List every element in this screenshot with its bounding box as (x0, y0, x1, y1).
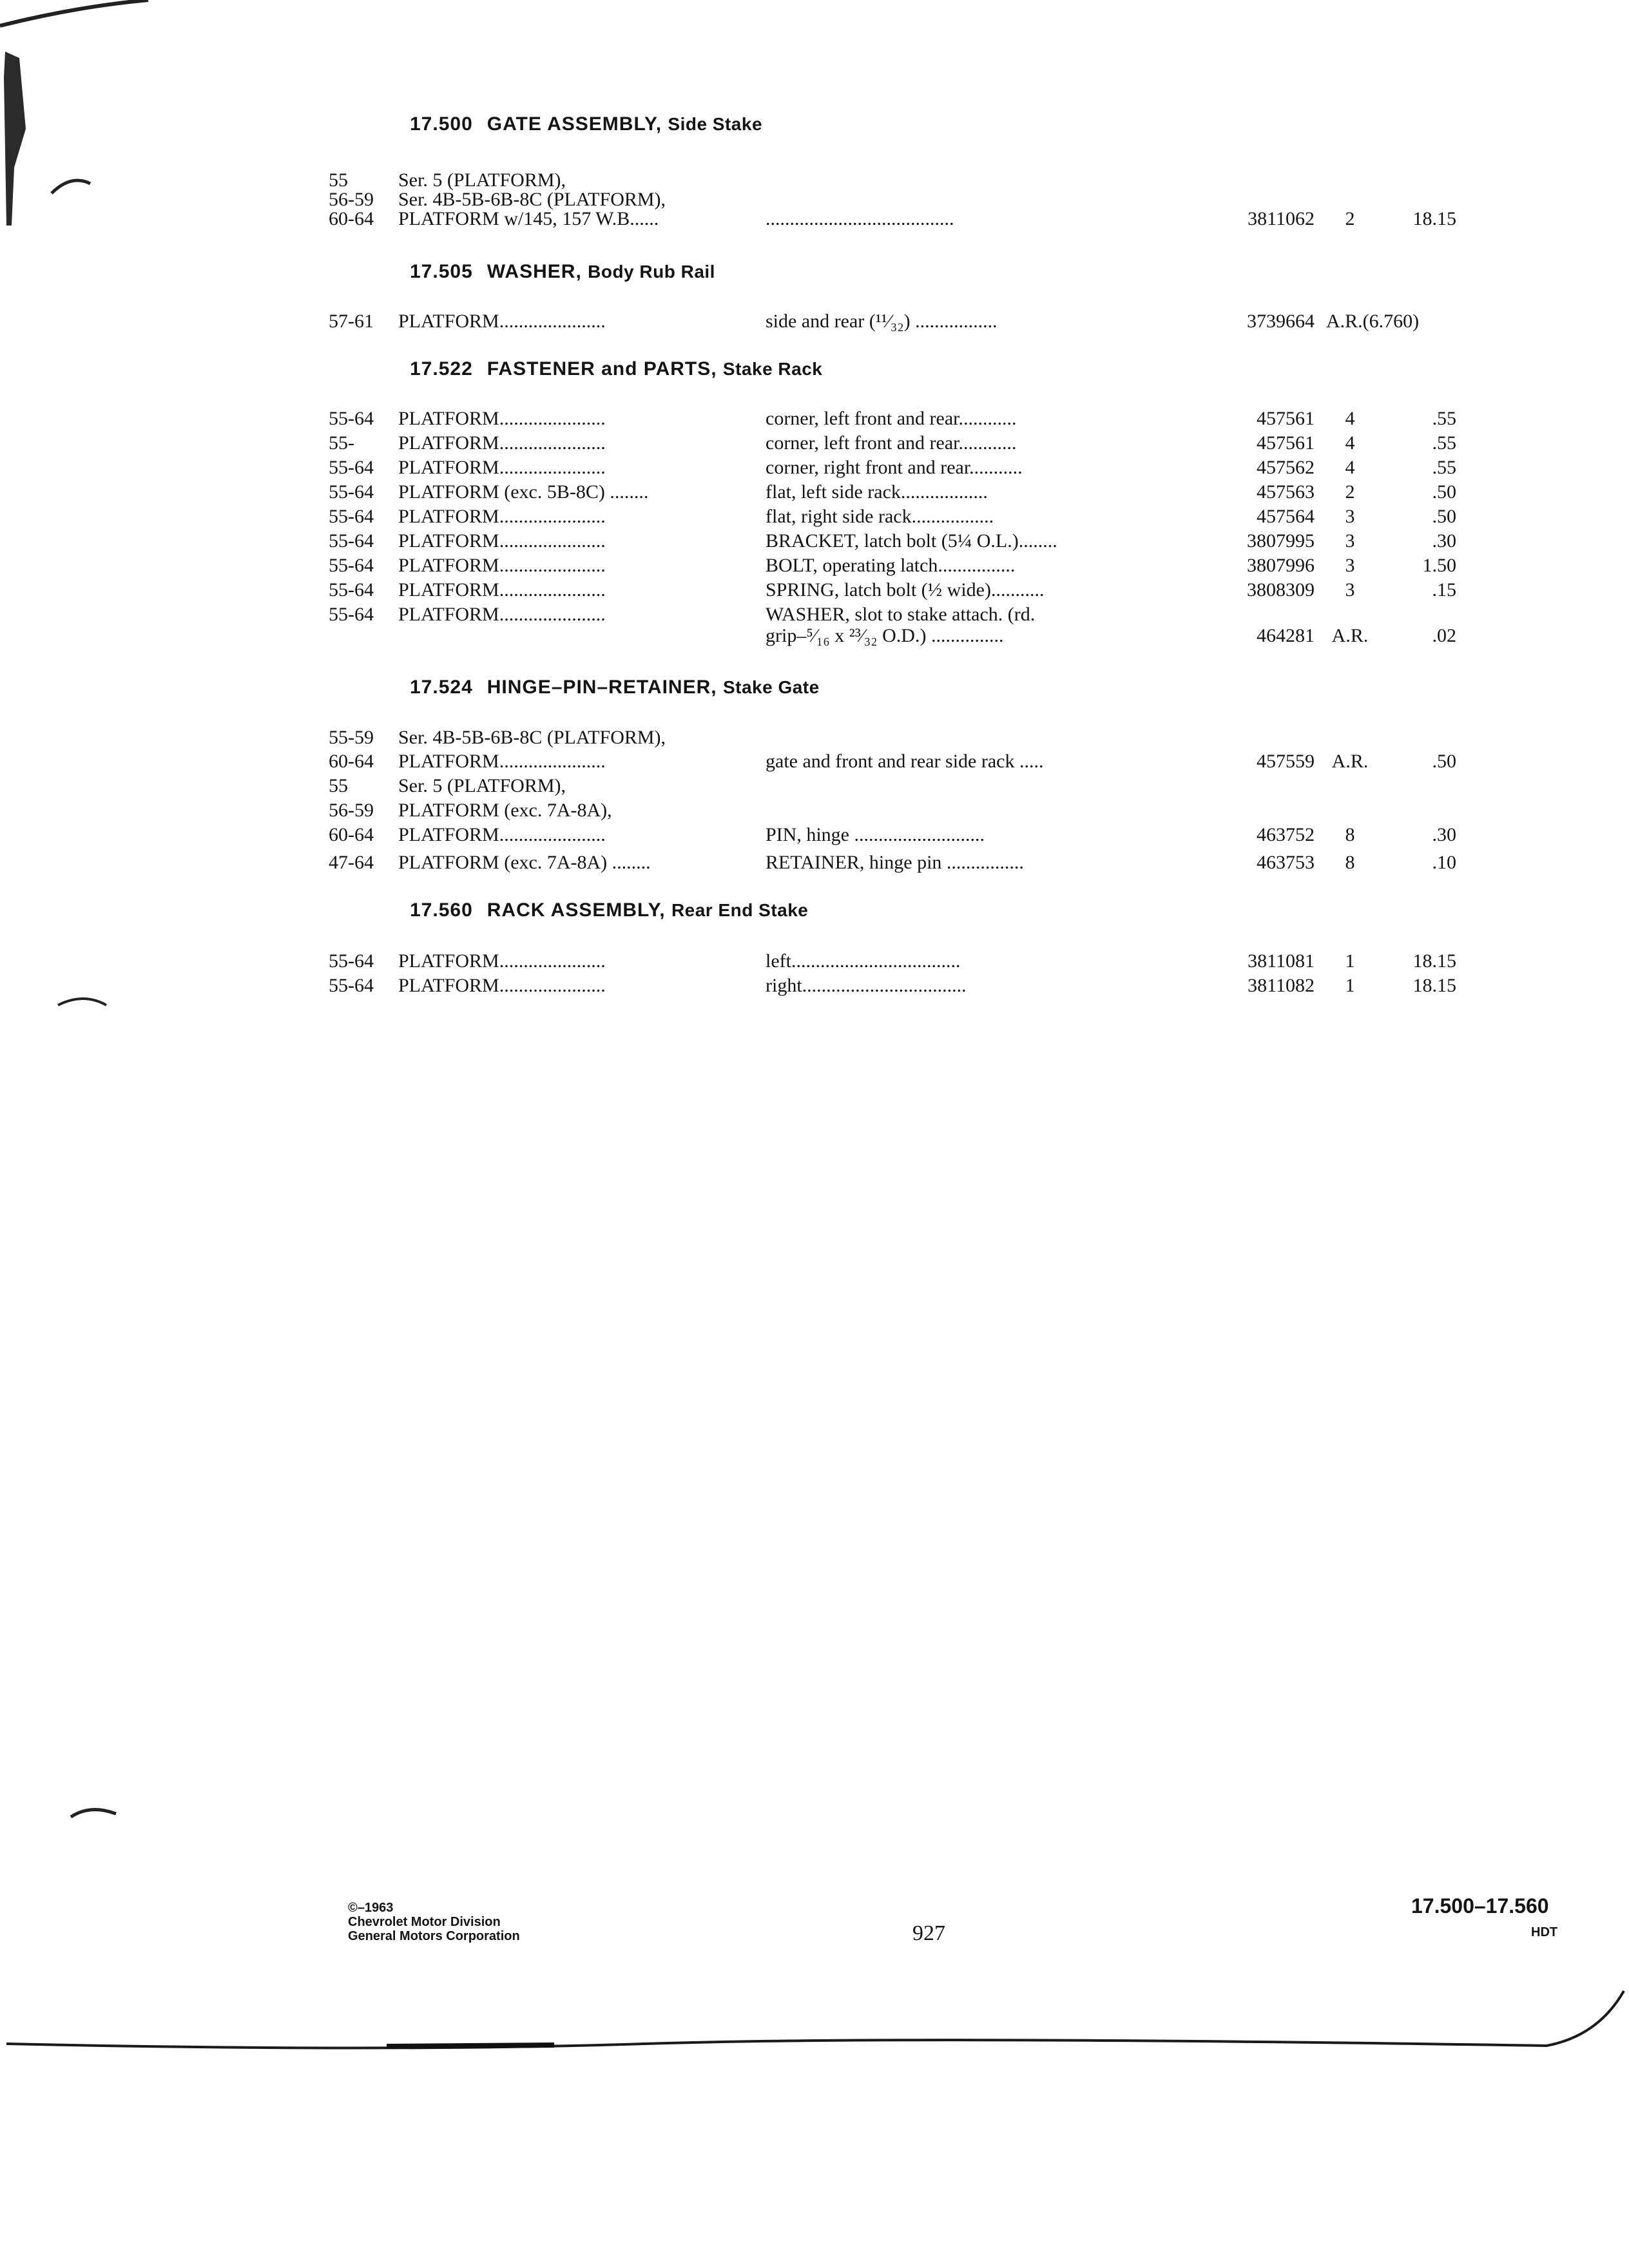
parts-row (0, 208, 1629, 233)
description-cell: left................................... (766, 950, 961, 972)
part-number-cell: 463753 (1257, 852, 1315, 873)
section-title: HINGE–PIN–RETAINER, (487, 677, 717, 698)
parts-row (0, 852, 1629, 876)
price-cell: .15 (1432, 579, 1456, 601)
parts-row (0, 457, 1629, 481)
section-qualifier: Stake Rack (722, 359, 823, 379)
year-cell: 55-64 (329, 579, 374, 601)
parts-row (0, 751, 1629, 775)
quantity-cell: 1 (1345, 950, 1355, 972)
model-cell: PLATFORM...................... (398, 975, 606, 996)
parts-row (0, 950, 1629, 975)
part-number-cell: 3811062 (1248, 208, 1315, 229)
model-cell: PLATFORM (exc. 5B-8C) ........ (398, 481, 649, 503)
part-number-cell: 457559 (1257, 751, 1315, 772)
price-cell: .10 (1432, 852, 1456, 873)
year-cell: 55 (329, 775, 348, 796)
description-cell: flat, left side rack.................. (766, 481, 988, 503)
part-number-cell: 457562 (1257, 457, 1315, 478)
quantity-cell: 2 (1345, 481, 1355, 503)
section-heading (410, 677, 820, 698)
model-cell: PLATFORM...................... (398, 311, 606, 332)
model-cell: Ser. 5 (PLATFORM), (398, 775, 566, 796)
division-name: Chevrolet Motor Division (348, 1915, 501, 1929)
price-cell: .55 (1432, 408, 1456, 429)
model-cell: PLATFORM...................... (398, 530, 606, 552)
model-cell: PLATFORM...................... (398, 579, 606, 601)
model-cell: Ser. 4B-5B-6B-8C (PLATFORM), (398, 189, 666, 210)
quantity-cell: 4 (1345, 457, 1355, 478)
description-cell: BOLT, operating latch................ (766, 555, 1016, 576)
description-cell: RETAINER, hinge pin ................ (766, 852, 1024, 873)
year-cell: 57-61 (329, 311, 374, 332)
quantity-cell: 3 (1345, 530, 1355, 552)
section-heading (410, 358, 822, 380)
section-title: WASHER, (487, 261, 582, 282)
description-cell: flat, right side rack................. (766, 506, 994, 527)
description-cell: right.................................. (766, 975, 967, 996)
catalog-code: HDT (1531, 1925, 1558, 1939)
section-heading (410, 899, 808, 921)
quantity-cell: 4 (1345, 408, 1355, 429)
parts-row (0, 800, 1629, 824)
year-cell: 56-59 (329, 189, 374, 210)
year-cell: 60-64 (329, 751, 374, 772)
part-number-cell: 457564 (1257, 506, 1315, 527)
section-qualifier: Side Stake (668, 114, 763, 134)
parts-row (0, 432, 1629, 457)
quantity-cell: 3 (1345, 555, 1355, 576)
parts-row (0, 481, 1629, 506)
section-number: 17.560 (410, 899, 473, 921)
year-cell: 55-64 (329, 950, 374, 972)
parts-row (0, 824, 1629, 849)
price-cell: .50 (1432, 481, 1456, 503)
description-cell: SPRING, latch bolt (½ wide)........... (766, 579, 1045, 601)
price-cell: 18.15 (1412, 208, 1456, 229)
year-cell: 55-64 (329, 408, 374, 429)
description-cell: corner, left front and rear............ (766, 408, 1017, 429)
model-cell: PLATFORM...................... (398, 604, 606, 625)
part-number-cell: 464281 (1257, 625, 1315, 646)
parts-row (0, 975, 1629, 999)
parts-row (0, 530, 1629, 555)
price-cell: .30 (1432, 530, 1456, 552)
model-cell: PLATFORM...................... (398, 824, 606, 845)
year-cell: 55-59 (329, 727, 374, 748)
part-number-cell: 457561 (1257, 432, 1315, 454)
part-number-cell: 3739664 (1247, 311, 1315, 332)
section-heading (410, 113, 762, 135)
description-cell: side and rear (¹¹⁄₃₂) ................. (766, 311, 998, 332)
price-cell: .50 (1432, 506, 1456, 527)
model-cell: PLATFORM (exc. 7A-8A), (398, 800, 612, 821)
description-cell: gate and front and rear side rack ..... (766, 751, 1044, 772)
quantity-cell: A.R. (1331, 751, 1369, 772)
section-title: RACK ASSEMBLY, (487, 899, 666, 921)
quantity-cell: 4 (1345, 432, 1355, 454)
description-cell: BRACKET, latch bolt (5¼ O.L.)........ (766, 530, 1057, 552)
price-cell: 18.15 (1412, 950, 1456, 972)
section-number: 17.500 (410, 113, 473, 135)
copyright: ©–1963 (348, 1901, 394, 1915)
year-cell: 55-64 (329, 604, 374, 625)
parts-row (0, 506, 1629, 530)
model-cell: PLATFORM...................... (398, 457, 606, 478)
quantity-cell: 3 (1345, 506, 1355, 527)
description-cell: WASHER, slot to stake attach. (rd. (766, 604, 1036, 625)
quantity-cell: A.R. (1331, 625, 1369, 646)
part-number-cell: 3811082 (1248, 975, 1315, 996)
description-cell: ....................................... (766, 208, 954, 229)
section-qualifier: Body Rub Rail (588, 262, 715, 282)
price-cell: .30 (1432, 824, 1456, 845)
section-title: FASTENER and PARTS, (487, 358, 717, 380)
part-number-cell: 3808309 (1247, 579, 1315, 601)
quantity-cell: 2 (1345, 208, 1355, 229)
quantity-price-cell: A.R.(6.760) (1326, 311, 1420, 332)
model-cell: PLATFORM (exc. 7A-8A) ........ (398, 852, 651, 873)
section-qualifier: Stake Gate (722, 677, 820, 697)
price-cell: .50 (1432, 751, 1456, 772)
corporation-name: General Motors Corporation (348, 1929, 520, 1943)
year-cell: 56-59 (329, 800, 374, 821)
year-cell: 55-64 (329, 457, 374, 478)
part-number-cell: 3811081 (1248, 950, 1315, 972)
year-cell: 60-64 (329, 824, 374, 845)
price-cell: 18.15 (1412, 975, 1456, 996)
quantity-cell: 8 (1345, 824, 1355, 845)
year-cell: 55-64 (329, 555, 374, 576)
model-cell: Ser. 5 (PLATFORM), (398, 169, 566, 191)
section-qualifier: Rear End Stake (671, 900, 809, 920)
parts-row (0, 408, 1629, 432)
parts-row (0, 625, 1629, 649)
parts-row (0, 579, 1629, 604)
year-cell: 47-64 (329, 852, 374, 873)
year-cell: 60-64 (329, 208, 374, 229)
parts-row (0, 727, 1629, 751)
section-heading (410, 261, 715, 283)
model-cell: PLATFORM...................... (398, 408, 606, 429)
description-cell: corner, left front and rear............ (766, 432, 1017, 454)
price-cell: .55 (1432, 457, 1456, 478)
model-cell: PLATFORM...................... (398, 751, 606, 772)
parts-row (0, 311, 1629, 335)
section-range: 17.500–17.560 (1411, 1894, 1549, 1917)
price-cell: .02 (1432, 625, 1456, 646)
part-number-cell: 457561 (1257, 408, 1315, 429)
model-cell: PLATFORM w/145, 157 W.B...... (398, 208, 659, 229)
description-cell: corner, right front and rear........... (766, 457, 1023, 478)
price-cell: 1.50 (1422, 555, 1456, 576)
model-cell: PLATFORM...................... (398, 950, 606, 972)
publisher-block (348, 1901, 520, 1943)
year-cell: 55- (329, 432, 354, 454)
year-cell: 55-64 (329, 530, 374, 552)
quantity-cell: 3 (1345, 579, 1355, 601)
part-number-cell: 3807996 (1247, 555, 1315, 576)
part-number-cell: 457563 (1257, 481, 1315, 503)
description-cell: PIN, hinge ........................... (766, 824, 985, 845)
section-number: 17.505 (410, 261, 473, 282)
page-number: 927 (912, 1921, 945, 1945)
year-cell: 55 (329, 169, 348, 191)
model-cell: PLATFORM...................... (398, 506, 606, 527)
section-number: 17.524 (410, 677, 473, 698)
year-cell: 55-64 (329, 481, 374, 503)
model-cell: Ser. 4B-5B-6B-8C (PLATFORM), (398, 727, 666, 748)
year-cell: 55-64 (329, 975, 374, 996)
parts-row (0, 775, 1629, 800)
model-cell: PLATFORM...................... (398, 432, 606, 454)
part-number-cell: 3807995 (1247, 530, 1315, 552)
parts-row (0, 555, 1629, 579)
section-number: 17.522 (410, 358, 473, 380)
model-cell: PLATFORM...................... (398, 555, 606, 576)
section-title: GATE ASSEMBLY, (487, 113, 662, 135)
description-cell: grip–⁵⁄₁₆ x ²³⁄₃₂ O.D.) ............... (766, 625, 1004, 646)
price-cell: .55 (1432, 432, 1456, 454)
quantity-cell: 1 (1345, 975, 1355, 996)
quantity-cell: 8 (1345, 852, 1355, 873)
year-cell: 55-64 (329, 506, 374, 527)
part-number-cell: 463752 (1257, 824, 1315, 845)
